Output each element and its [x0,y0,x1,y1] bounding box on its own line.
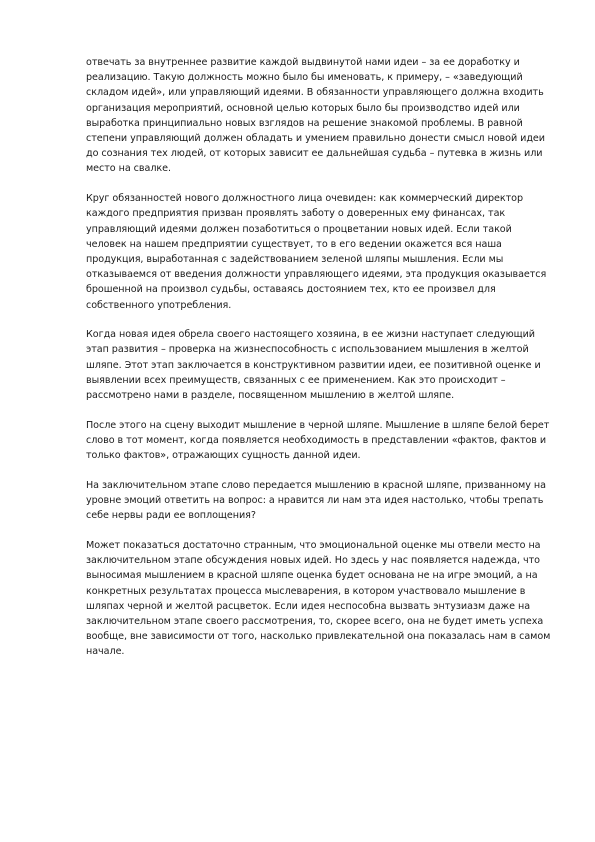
paragraph-5: На заключительном этапе слово передается мышлению в красной шляпе, призванному на уровне эмоций ответить на вопрос: а нравится ли нам эта идея настолько, чтобы трепать себе нервы ради ее воплощения? [86,479,546,522]
body-text [86,55,554,674]
paragraph-3: Когда новая идея обрела своего настоящего хозяина, в ее жизни наступает следующий этап развития – проверка на жизнеспособность с использованием мышления в желтой шляпе. Этот этап заключается в конструктивном развитии идеи, ее позитивной оценке и выявлении всех преимуществ, связанных с ее применением. Как это происходит – рассмотрено нами в разделе, посвященном мышлению в желтой шляпе. [86,329,541,402]
paragraph-4: После этого на сцену выходит мышление в черной шляпе. Мышление в шляпе белой берет слово в тот момент, когда появляется необходимость в представлении «фактов, фактов и только фактов», отражающих сущность данной идеи. [86,419,550,462]
paragraph-6: Может показаться достаточно странным, что эмоциональной оценке мы отвели место на заключительном этапе обсуждения новых идей. Но здесь у нас появляется надежда, что выносимая мышлением в красной шляпе оценка будет основана не на игре эмоций, а на конкретных результатах процесса мыслеварения, в котором участвовало мышление в шляпах черной и желтой расцветок. Если идея неспособна вызвать энтузиазм даже на заключительном этапе своего рассмотрения, то, скорее всего, она не будет иметь успеха вообще, вне зависимости от того, насколько привлекательной она показалась нам в самом начале. [86,539,551,658]
paragraph-2: Круг обязанностей нового должностного лица очевиден: как коммерческий директор каждого предприятия призван проявлять заботу о доверенных ему финансах, так управляющий идеями должен позаботиться о процветании новых идей. Если такой человек на нашем предприятии существует, то в его ведении окажется вся наша продукция, выработанная с задействованием зеленой шляпы мышления. Если мы отказываемся от введения должности управляющего идеями, эта продукция оказывается брошенной на произвол судьбы, оставаясь достоянием тех, кто ее произвел для собственного употребления. [86,193,547,311]
paragraph-1: отвечать за внутреннее развитие каждой выдвинутой нами идеи – за ее доработку и реализацию. Такую должность можно было бы именовать, к примеру, – «заведующий складом идей», или управляющий идеями. В обязанности управляющего должна входить организация мероприятий, основной целью которых было бы производство идей или выработка принципиально новых взглядов на решение знакомой проблемы. В равной степени управляющий должен обладать и умением правильно донести смысл новой идеи до сознания тех людей, от которых зависит ее дальнейшая судьба – путевка в жизнь или место на свалке. [86,57,545,175]
